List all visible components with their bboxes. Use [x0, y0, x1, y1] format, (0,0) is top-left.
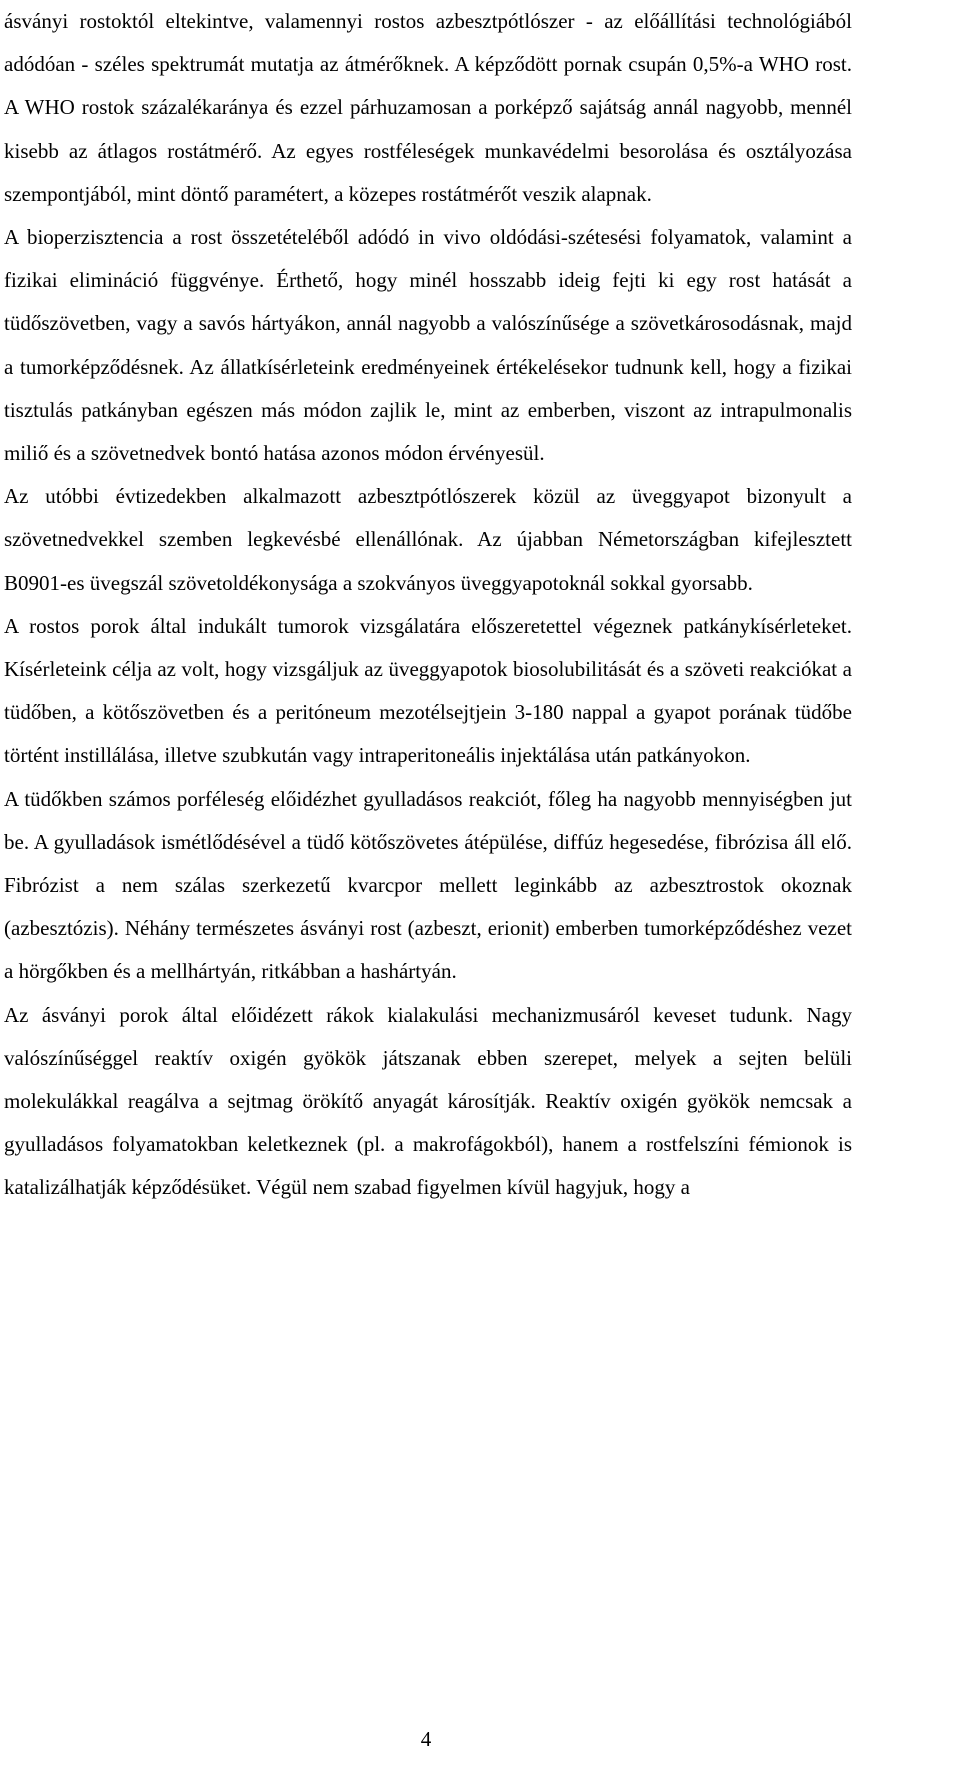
- paragraph-biopersistence: A bioperzisztencia a rost összetételéből adódó in vivo oldódási-szétesési folyamatok, valamint a fizikai elimináció függvénye. Érthető, hogy minél hosszabb ideig fejti ki egy rost hatását a tüdőszövetben, vagy a savós hártyákon, annál nagyobb a valószínűsége a szövetkárosodásnak, majd a tumorképződésnek. Az állatkísérleteink eredményeinek értékelésekor tudnunk kell, hogy a fizikai tisztulás patkányban egészen más módon zajlik le, mint az emberben, viszont az intrapulmonalis miliő és a szövetnedvek bontó hatása azonos módon érvényesül.: [4, 225, 852, 466]
- paragraph-rat-experiments: A rostos porok által indukált tumorok vizsgálatára előszeretettel végeznek patkánykísérleteket. Kísérleteink célja az volt, hogy vizsgáljuk az üveggyapotok biosolubilitását és a szöveti reakciókat a tüdőben, a kötőszövetben és a peritóneum mezotélsejtjein 3-180 nappal a gyapot porának tüdőbe történt instillálása, illetve szubkután vagy intraperitoneális injektálása után patkányokon.: [4, 613, 852, 768]
- body-text: [4, 0, 852, 1210]
- page-number: 4: [420, 1727, 432, 1751]
- paragraph-fiber-diameter: ásványi rostoktól eltekintve, valamennyi rostos azbesztpótlószer - az előállítási technológiából adódóan - széles spektrumát mutatja az átmérőknek. A képződött pornak csupán 0,5%-a WHO rost. A WHO rostok százalékaránya és ezzel párhuzamosan a porképző sajátság annál nagyobb, mennél kisebb az átlagos rostátmérő. Az egyes rostféleségek munkavédelmi besorolása és osztályozása szempontjából, mint döntő paramétert, a közepes rostátmérőt veszik alapnak.: [4, 9, 852, 206]
- paragraph-cancer-mechanism: Az ásványi porok által előidézett rákok kialakulási mechanizmusáról keveset tudunk. Nagy valószínűséggel reaktív oxigén gyökök játszanak ebben szerepet, melyek a sejten belüli molekulákkal reagálva a sejtmag örökítő anyagát károsítják. Reaktív oxigén gyökök nemcsak a gyulladásos folyamatokban keletkeznek (pl. a makrofágokból), hanem a rostfelszíni fémionok is katalizálhatják képződésüket. Végül nem szabad figyelmen kívül hagyjuk, hogy a: [4, 1002, 852, 1200]
- paragraph-lung-fibrosis: A tüdőkben számos porféleség előidézhet gyulladásos reakciót, főleg ha nagyobb mennyiségben jut be. A gyulladások ismétlődésével a tüdő kötőszövetes átépülése, diffúz hegesedése, fibrózisa áll elő. Fibrózist a nem szálas szerkezetű kvarcpor mellett leginkább az azbesztrostok okoznak (azbesztózis). Néhány természetes ásványi rost (azbeszt, erionit) emberben tumorképződéshez vezet a hörgőkben és a mellhártyán, ritkábban a hashártyán.: [4, 786, 852, 984]
- paragraph-glass-wool: Az utóbbi évtizedekben alkalmazott azbesztpótlószerek közül az üveggyapot bizonyult a szövetnedvekkel szemben legkevésbé ellenállónak. Az újabban Németországban kifejlesztett B0901-es üvegszál szövetoldékonysága a szokványos üveggyapotoknál sokkal gyorsabb.: [4, 484, 852, 595]
